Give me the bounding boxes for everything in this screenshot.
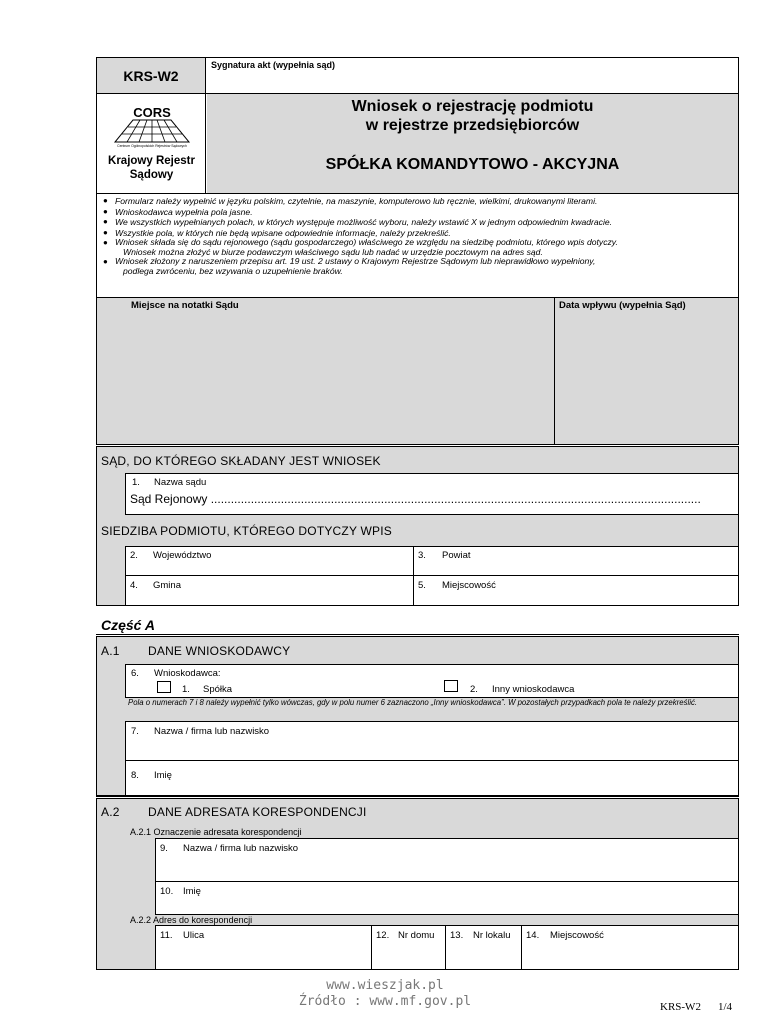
page-number: 1/4 (718, 1001, 733, 1013)
field-number: 7. (131, 726, 139, 737)
field-number: 8. (131, 770, 139, 781)
form-title-line2: w rejestrze przedsiębiorców (365, 117, 580, 134)
registry-name (97, 154, 206, 182)
applicant-type-field (125, 664, 739, 698)
instruction-line: ● Wniosek składa się do sądu rejonowego (sądu gospodarczego) właściwego ze względu na siedzibę podmiotu, którego wpis dotyczy. (115, 237, 618, 247)
a2-title: DANE ADRESATA KORESPONDENCJI (148, 805, 367, 819)
a21-label: A.2.1 Oznaczenie adresata korespondencji (130, 827, 302, 837)
form-code: KRS-W2 (123, 67, 179, 84)
field-number: 13. (450, 930, 464, 941)
house-number-field[interactable] (371, 925, 446, 970)
locality-field[interactable] (413, 575, 739, 606)
field-number: 9. (160, 843, 168, 854)
other-applicant-option-label: Inny wnioskodawca (492, 684, 575, 695)
commune-label: Gmina (153, 580, 181, 591)
field-number: 2. (130, 550, 138, 561)
watermark-line1: www.wieszjak.pl (326, 978, 444, 993)
signature-cell (206, 58, 738, 94)
company-checkbox[interactable] (157, 681, 171, 693)
logo-cell (97, 94, 206, 193)
a1-title: DANE WNIOSKODAWCY (148, 644, 291, 658)
field-number: 3. (418, 550, 426, 561)
court-name-field[interactable] (125, 473, 739, 515)
court-notes-area (96, 298, 555, 444)
district-label: Powiat (442, 550, 471, 561)
instruction-item: ● Formularz należy wypełnić w języku polskim, czytelnie, na maszynie, komputerowo lub ręcznie, wielkimi, drukowanymi literami. (103, 196, 734, 207)
apartment-number-label: Nr lokalu (473, 930, 511, 941)
seat-section-title: SIEDZIBA PODMIOTU, KTÓREGO DOTYCZY WPIS (101, 524, 392, 538)
applicant-first-name-label: Imię (154, 770, 172, 781)
logo-subtext: Centrum Ogólnopolskich Rejestrów Sądowych (117, 144, 187, 148)
instruction-line: Wniosek można złożyć w biurze podawczym właściwego sądu lub nadać w urzędzie pocztowym na adres sąd. (123, 246, 543, 257)
applicant-note: Pola o numerach 7 i 8 należy wypełnić tylko wówczas, gdy w polu numer 6 zaznaczono „Inny wnioskodawca”. W pozostałych przypadkach pola te należy przekreślić. (128, 698, 698, 707)
field-number: 6. (131, 668, 139, 679)
applicant-type-label: Wnioskodawca: (154, 668, 221, 679)
street-label: Ulica (183, 930, 205, 941)
correspondence-locality-field[interactable] (521, 925, 739, 970)
watermark (0, 978, 770, 1010)
receipt-date-label: Data wpływu (wypełnia Sąd) (559, 300, 686, 311)
street-field[interactable] (155, 925, 372, 970)
apartment-number-field[interactable] (445, 925, 522, 970)
option-number: 2. (470, 684, 478, 695)
voivodeship-field[interactable] (125, 546, 414, 576)
registry-name-line2: Sądowy (129, 169, 174, 181)
other-applicant-checkbox[interactable] (444, 680, 458, 692)
title-cell (207, 94, 738, 193)
instruction-item: ● We wszystkich wypełnianych polach, w których występuje możliwość wyboru, należy wstawić X w jednym odpowiednim kwadracie. (103, 217, 734, 228)
cors-logo (107, 100, 197, 148)
correspondent-name-label: Nazwa / firma lub nazwisko (183, 843, 299, 854)
field-number: 10. (160, 886, 174, 897)
form-code-cell (97, 58, 206, 94)
instruction-item (103, 238, 734, 257)
court-section-title: SĄD, DO KTÓREGO SKŁADANY JEST WNIOSEK (101, 454, 381, 468)
field-number: 11. (160, 930, 173, 941)
house-number-label: Nr domu (398, 930, 435, 941)
court-name-label: Nazwa sądu (154, 477, 207, 488)
registry-name-line1: Krajowy Rejestr (108, 155, 195, 167)
field-number: 14. (526, 930, 540, 941)
applicant-name-field[interactable] (125, 721, 739, 761)
commune-field[interactable] (125, 575, 414, 606)
correspondent-first-name-label: Imię (183, 886, 201, 897)
instruction-item: ● Wszystkie pola, w których nie będą wpisane odpowiednie informacje, należy przekreślić. (103, 228, 734, 239)
field-number: 4. (130, 580, 138, 591)
applicant-name-label: Nazwa / firma lub nazwisko (154, 726, 270, 737)
company-option-label: Spółka (203, 684, 233, 695)
instruction-line: podlega zwróceniu, bez wzywania o uzupełnienie braków. (123, 265, 343, 276)
instruction-line: ● Wniosek złożony z naruszeniem przepisu art. 19 ust. 2 ustawy o Krajowym Rejestrze Sądowym lub nieprawidłowo wypełniony, (115, 256, 596, 266)
field-number: 12. (376, 930, 390, 941)
watermark-line2: Źródło : www.mf.gov.pl (298, 994, 472, 1009)
correspondent-first-name-field[interactable] (155, 881, 739, 915)
district-field[interactable] (413, 546, 739, 576)
court-name-value: Sąd Rejonowy ................................................................................................................................................... (130, 492, 701, 506)
instructions-list (103, 196, 734, 276)
signature-label: Sygnatura akt (wypełnia sąd) (211, 60, 336, 70)
form-subtitle: SPÓŁKA KOMANDYTOWO - AKCYJNA (325, 156, 620, 173)
option-number: 1. (182, 684, 190, 695)
court-notes-label: Miejsce na notatki Sądu (131, 300, 239, 311)
correspondence-locality-label: Miejscowość (550, 930, 604, 941)
instruction-item (103, 257, 734, 276)
applicant-first-name-field[interactable] (125, 760, 739, 796)
a2-number: A.2 (101, 805, 120, 819)
logo-text: CORS (133, 105, 171, 120)
field-number: 1. (132, 477, 140, 488)
a22-label: A.2.2 Adres do korespondencji (130, 915, 253, 925)
receipt-date-area (555, 298, 739, 444)
field-number: 5. (418, 580, 426, 591)
correspondent-name-field[interactable] (155, 838, 739, 882)
instruction-item: ● Wnioskodawca wypełnia pola jasne. (103, 207, 734, 218)
part-a-title: Część A (101, 617, 155, 633)
locality-label: Miejscowość (442, 580, 496, 591)
voivodeship-label: Województwo (153, 550, 212, 561)
footer-form-code: KRS-W2 (660, 1001, 701, 1013)
form-title-line1: Wniosek o rejestrację podmiotu (351, 98, 594, 115)
a1-number: A.1 (101, 644, 120, 658)
instructions-box (96, 194, 739, 298)
